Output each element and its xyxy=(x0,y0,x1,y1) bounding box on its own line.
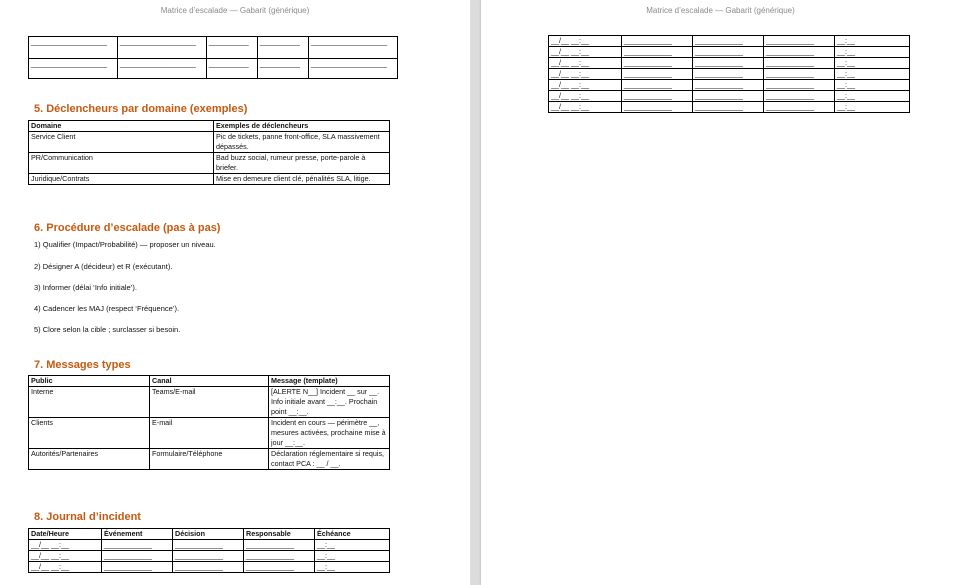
table-cell: ____________ xyxy=(764,47,835,58)
table-cell: ____________ xyxy=(173,551,244,562)
table-header-row xyxy=(29,376,390,387)
table-cell: __________ xyxy=(257,37,308,59)
table-cell: __/__ __:__ xyxy=(549,102,622,113)
table-cell: Déclaration réglementaire si requis, contact PCA : __ / __. xyxy=(269,449,390,470)
table-cell: Juridique/Contrats xyxy=(29,174,214,185)
table-cell: Autorités/Partenaires xyxy=(29,449,150,470)
table-cell: ____________ xyxy=(764,91,835,102)
table-cell: E-mail xyxy=(150,418,269,449)
table-cell: ____________ xyxy=(622,36,693,47)
table-cell: Formulaire/Téléphone xyxy=(150,449,269,470)
top-blank-table xyxy=(28,36,398,79)
table-cell: ____________ xyxy=(693,47,764,58)
table-row xyxy=(29,132,390,153)
table-row xyxy=(29,418,390,449)
table-cell: __/__ __:__ xyxy=(29,551,102,562)
table-cell: ____________ xyxy=(244,540,315,551)
table-cell: __________ xyxy=(257,59,308,79)
table-cell: ____________ xyxy=(102,551,173,562)
table-cell: __/__ __:__ xyxy=(549,80,622,91)
table-cell: __/__ __:__ xyxy=(549,58,622,69)
table-cell: __:__ xyxy=(315,551,390,562)
table-cell: ____________ xyxy=(693,80,764,91)
table-cell: Service Client xyxy=(29,132,214,153)
document-page-1 xyxy=(0,0,470,585)
page-header: Matrice d’escalade — Gabarit (générique) xyxy=(646,6,795,15)
table-cell: __________ xyxy=(206,37,257,59)
table-cell: [ALERTE N__] Incident __ sur __. Info initiale avant __:__. Prochain point __:__. xyxy=(269,387,390,418)
table-row xyxy=(29,540,390,551)
table-cell: ____________ xyxy=(173,562,244,573)
table-cell: Teams/E-mail xyxy=(150,387,269,418)
column-header: Décision xyxy=(173,529,244,540)
table-cell: ____________ xyxy=(693,91,764,102)
table-cell: ____________ xyxy=(693,69,764,80)
table-cell: Bad buzz social, rumeur presse, porte-parole à briefer. xyxy=(214,153,390,174)
section-7-heading: 7. Messages types xyxy=(34,359,131,371)
table-row xyxy=(29,59,398,79)
table-cell: __:__ xyxy=(835,58,910,69)
table-cell: ____________ xyxy=(622,80,693,91)
table-cell: ____________ xyxy=(764,69,835,80)
table-cell: __/__ __:__ xyxy=(549,36,622,47)
table-row xyxy=(549,36,910,47)
table-cell: ____________ xyxy=(693,58,764,69)
incident-log-continued-table xyxy=(548,35,910,113)
table-row xyxy=(29,551,390,562)
table-cell: ____________ xyxy=(764,80,835,91)
table-cell: ____________ xyxy=(622,58,693,69)
table-row xyxy=(549,91,910,102)
table-cell: __:__ xyxy=(835,69,910,80)
table-cell: ___________________ xyxy=(309,37,398,59)
table-row xyxy=(549,80,910,91)
section-5-heading: 5. Déclencheurs par domaine (exemples) xyxy=(34,103,248,115)
table-row xyxy=(29,387,390,418)
table-cell: Clients xyxy=(29,418,150,449)
table-cell: ____________ xyxy=(622,91,693,102)
incident-log-table xyxy=(28,528,390,573)
table-cell: Interne xyxy=(29,387,150,418)
triggers-table xyxy=(28,120,390,185)
column-header: Public xyxy=(29,376,150,387)
table-cell: ____________ xyxy=(764,58,835,69)
column-header: Exemples de déclencheurs xyxy=(214,121,390,132)
section-8-heading: 8. Journal d’incident xyxy=(34,511,141,523)
table-cell: ____________ xyxy=(244,562,315,573)
table-cell: Incident en cours — périmètre __, mesures activées, prochaine mise à jour __:__. xyxy=(269,418,390,449)
table-row xyxy=(29,174,390,185)
table-cell: ___________________ xyxy=(29,59,118,79)
section-6-heading: 6. Procédure d’escalade (pas à pas) xyxy=(34,222,221,234)
table-cell: __:__ xyxy=(315,540,390,551)
table-cell: PR/Communication xyxy=(29,153,214,174)
table-cell: Pic de tickets, panne front-office, SLA massivement dépassés. xyxy=(214,132,390,153)
column-header: Échéance xyxy=(315,529,390,540)
table-row xyxy=(549,58,910,69)
table-cell: ____________ xyxy=(173,540,244,551)
table-cell: __:__ xyxy=(835,91,910,102)
table-row xyxy=(549,102,910,113)
procedure-step: 1) Qualifier (Impact/Probabilité) — proposer un niveau. xyxy=(34,240,216,249)
column-header: Événement xyxy=(102,529,173,540)
column-header: Message (template) xyxy=(269,376,390,387)
table-cell: __:__ xyxy=(315,562,390,573)
table-cell: ____________ xyxy=(102,562,173,573)
column-header: Canal xyxy=(150,376,269,387)
table-cell: ____________ xyxy=(693,36,764,47)
page-header: Matrice d’escalade — Gabarit (générique) xyxy=(160,6,310,15)
column-header: Domaine xyxy=(29,121,214,132)
column-header: Responsable xyxy=(244,529,315,540)
table-row xyxy=(29,562,390,573)
procedure-step: 2) Désigner A (décideur) et R (exécutant). xyxy=(34,262,173,271)
procedure-step: 3) Informer (délai ‘Info initiale’). xyxy=(34,283,137,292)
table-cell: Mise en demeure client clé, pénalités SLA, litige. xyxy=(214,174,390,185)
table-cell: __:__ xyxy=(835,47,910,58)
table-cell: ____________ xyxy=(693,102,764,113)
procedure-step: 5) Clore selon la cible ; surclasser si besoin. xyxy=(34,325,181,334)
table-row xyxy=(29,37,398,59)
table-cell: __/__ __:__ xyxy=(549,47,622,58)
table-cell: __________ xyxy=(206,59,257,79)
table-cell: ____________ xyxy=(102,540,173,551)
table-cell: ____________ xyxy=(622,47,693,58)
message-templates-table xyxy=(28,375,390,470)
table-cell: ____________ xyxy=(622,102,693,113)
table-cell: __/__ __:__ xyxy=(29,562,102,573)
table-cell: ____________ xyxy=(764,36,835,47)
table-cell: ___________________ xyxy=(117,59,206,79)
table-cell: __/__ __:__ xyxy=(549,91,622,102)
column-header: Date/Heure xyxy=(29,529,102,540)
table-header-row xyxy=(29,529,390,540)
table-row xyxy=(549,69,910,80)
table-cell: __:__ xyxy=(835,36,910,47)
table-cell: ___________________ xyxy=(117,37,206,59)
table-cell: ___________________ xyxy=(29,37,118,59)
table-row xyxy=(29,153,390,174)
table-row xyxy=(549,47,910,58)
table-cell: ____________ xyxy=(764,102,835,113)
page-gutter xyxy=(470,0,481,585)
table-cell: ____________ xyxy=(244,551,315,562)
table-row xyxy=(29,449,390,470)
table-cell: __/__ __:__ xyxy=(29,540,102,551)
table-cell: ___________________ xyxy=(309,59,398,79)
document-page-2 xyxy=(481,0,960,585)
procedure-step: 4) Cadencer les MAJ (respect ‘Fréquence’). xyxy=(34,304,180,313)
table-cell: __:__ xyxy=(835,102,910,113)
table-cell: ____________ xyxy=(622,69,693,80)
table-cell: __:__ xyxy=(835,80,910,91)
table-header-row xyxy=(29,121,390,132)
table-cell: __/__ __:__ xyxy=(549,69,622,80)
